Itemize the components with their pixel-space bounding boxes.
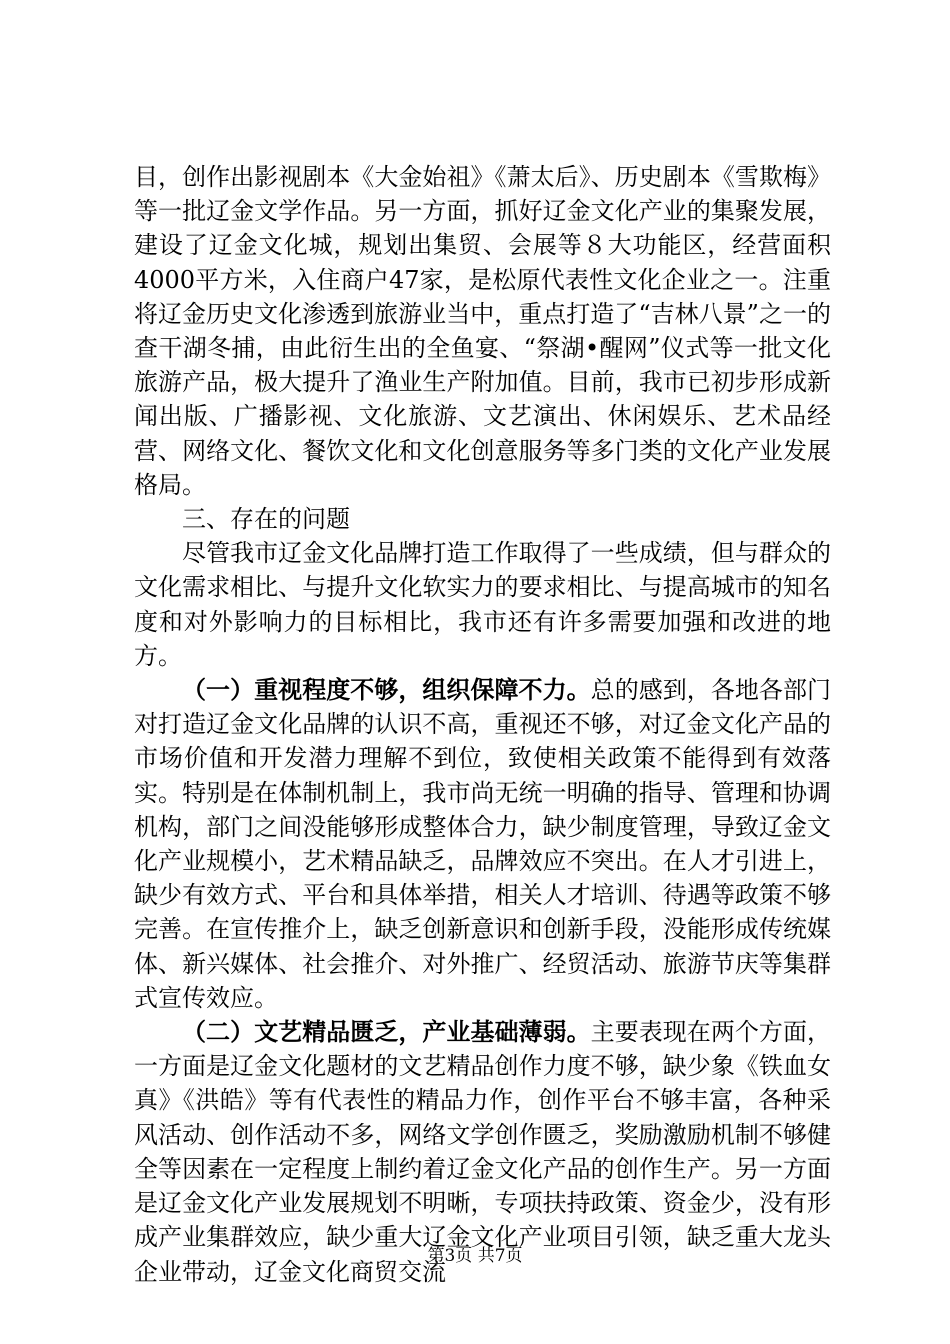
subsection-two-title: （二）文艺精品匮乏，产业基础薄弱。: [182, 1017, 591, 1047]
page-footer: 第3页 共7页: [427, 1246, 523, 1266]
document-body: [134, 160, 831, 1289]
subsection-two-body: 主要表现在两个方面，一方面是辽金文化题材的文艺精品创作力度不够，缺少象《铁血女真》《洪皓》等有代表性的精品力作，创作平台不够丰富，各种采风活动、创作活动不多，网络文学创作匮乏，奖励激励机制不够健全等因素在一定程度上制约着辽金文化产品的创作生产。另一方面是辽金文化产业发展规划不明晰，专项扶持政策、资金少，没有形成产业集群效应，缺少重大辽金文化产业项目引领，缺乏重大龙头企业带动，辽金文化商贸交流: [134, 1018, 832, 1286]
subsection-one-body: 总的感到，各地各部门对打造辽金文化品牌的认识不高，重视还不够，对辽金文化产品的市场价值和开发潜力理解不到位，致使相关政策不能得到有效落实。特别是在体制机制上，我市尚无统一明确的指导、管理和协调机构，部门之间没能够形成整体合力，缺少制度管理，导致辽金文化产业规模小，艺术精品缺乏，品牌效应不突出。在人才引进上，缺少有效方式、平台和具体举措，相关人才培训、待遇等政策不够完善。在宣传推介上，缺乏创新意识和创新手段，没能形成传统媒体、新兴媒体、社会推介、对外推广、经贸活动、旅游节庆等集群式宣传效应。: [134, 676, 832, 1012]
paragraph-intro-problems: 尽管我市辽金文化品牌打造工作取得了一些成绩，但与群众的文化需求相比、与提升文化软实力的要求相比、与提高城市的知名度和对外影响力的目标相比，我市还有许多需要加强和改进的地方。: [134, 539, 831, 670]
subsection-one-title: （一）重视程度不够，组织保障不力。: [182, 675, 591, 705]
section-heading: 三、存在的问题: [182, 505, 350, 534]
paragraph-subsection-one: [134, 673, 831, 1015]
paragraph-continuation: 目，创作出影视剧本《大金始祖》《萧太后》、历史剧本《雪欺梅》等一批辽金文学作品。另一方面，抓好辽金文化产业的集聚发展，建设了辽金文化城，规划出集贸、会展等８大功能区，经营面积4000平方米，入住商户47家，是松原代表性文化企业之一。注重将辽金历史文化渗透到旅游业当中，重点打造了“吉林八景”之一的查干湖冬捕，由此衍生出的全鱼宴、“祭湖•醒网”仪式等一批文化旅游产品，极大提升了渔业生产附加值。目前，我市已初步形成新闻出版、广播影视、文化旅游、文艺演出、休闲娱乐、艺术品经营、网络文化、餐饮文化和文化创意服务等多门类的文化产业发展格局。: [134, 163, 831, 499]
